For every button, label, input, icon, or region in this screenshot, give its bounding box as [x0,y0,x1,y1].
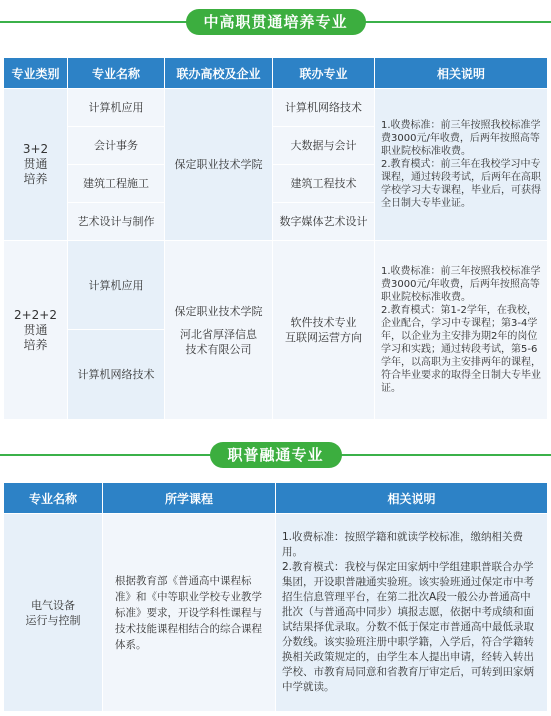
joint-major-cell: 数字媒体艺术设计 [273,203,375,241]
note-mode: 2.教育模式：我校与保定田家炳中学组建职普联合办学集团，开设职普融通实验班。该实验班通过保定市中考招生信息管理平台，在第二批次A段一般公办普通高中批次（与普通高中同步）填报志愿，依据中考成绩和面试结果择优录取。分数不低于保定市普通高中最低录取分数线。该实验班注册中职学籍，入学后，符合学籍转换相关政策规定的，由学生本人提出申请，经转入转出学校、市教育局同意和省教育厅审定后，可转到田家炳中学就读。 [282,561,534,693]
header-joint-major: 联办专业 [273,58,375,89]
header-notes: 相关说明 [375,58,548,89]
note-mode: 2.教育模式：前三年在我校学习中专课程，通过转段考试，后两年在高职学校学习大专课程，毕业后，可获得全日制大专毕业证。 [381,159,541,209]
partner-company: 河北省厚泽信息 技术有限公司 [180,327,257,356]
joint-major-cell: 建筑工程技术 [273,165,375,203]
partner-cell-group2 [165,241,273,420]
note-mode: 2.教育模式：第1-2学年，在我校，企业配合，学习中专课程；第3-4学年，以企业为主安排为期2年的岗位学习和实践；通过转段考试，第5-6学年，以高职为主安排两年的课程，符合毕业要求的取得全日制大专毕业证。 [381,305,541,394]
section2-banner [0,440,551,470]
major-cell: 计算机应用 [68,241,165,330]
header-courses: 所学课程 [103,483,276,514]
note-fee: 1.收费标准：前三年按照我校标准学费3000元/年收费，后两年按照高等职业院校标准收费。 [381,266,541,303]
vocational-general-table [3,482,548,712]
header-major: 专业名称 [68,58,165,89]
major-cell: 建筑工程施工 [68,165,165,203]
category-2-2-2: 2+2+2 贯通 培养 [4,241,68,420]
through-training-table [3,57,548,420]
section1-title: 中高职贯通培养专业 [185,9,365,35]
notes-cell-group2 [375,241,548,420]
major-cell: 电气设备 运行与控制 [4,514,103,712]
courses-cell: 根据教育部《普通高中课程标准》和《中等职业学校专业教学标准》要求，开设学科性课程与技术技能课程相结合的综合课程体系。 [103,514,276,712]
partner-school: 保定职业技术学院 [174,304,263,318]
header-notes: 相关说明 [276,483,548,514]
major-cell: 艺术设计与制作 [68,203,165,241]
category-3-2: 3+2 贯通 培养 [4,89,68,241]
joint-major-cell: 软件技术专业 互联网运营方向 [273,241,375,420]
table-header-row [4,58,548,89]
major-cell: 会计事务 [68,127,165,165]
notes-cell-group1 [375,89,548,241]
section2-title: 职普融通专业 [209,442,341,468]
table-row [4,89,548,127]
notes-cell [276,514,548,712]
major-cell: 计算机网络技术 [68,330,165,420]
major-cell: 计算机应用 [68,89,165,127]
note-fee: 1.收费标准：前三年按照我校标准学费3000元/年收费，后两年按照高等职业院校标准收费。 [381,120,541,157]
partner-cell: 保定职业技术学院 [165,89,273,241]
header-category: 专业类别 [4,58,68,89]
note-fee: 1.收费标准：按照学籍和就读学校标准，缴纳相关费用。 [282,531,524,558]
header-partner: 联办高校及企业 [165,58,273,89]
table-row [4,241,548,330]
joint-major-cell: 计算机网络技术 [273,89,375,127]
table-row [4,514,548,712]
joint-major-cell: 大数据与会计 [273,127,375,165]
header-major: 专业名称 [4,483,103,514]
table-header-row [4,483,548,514]
section1-banner [0,7,551,37]
